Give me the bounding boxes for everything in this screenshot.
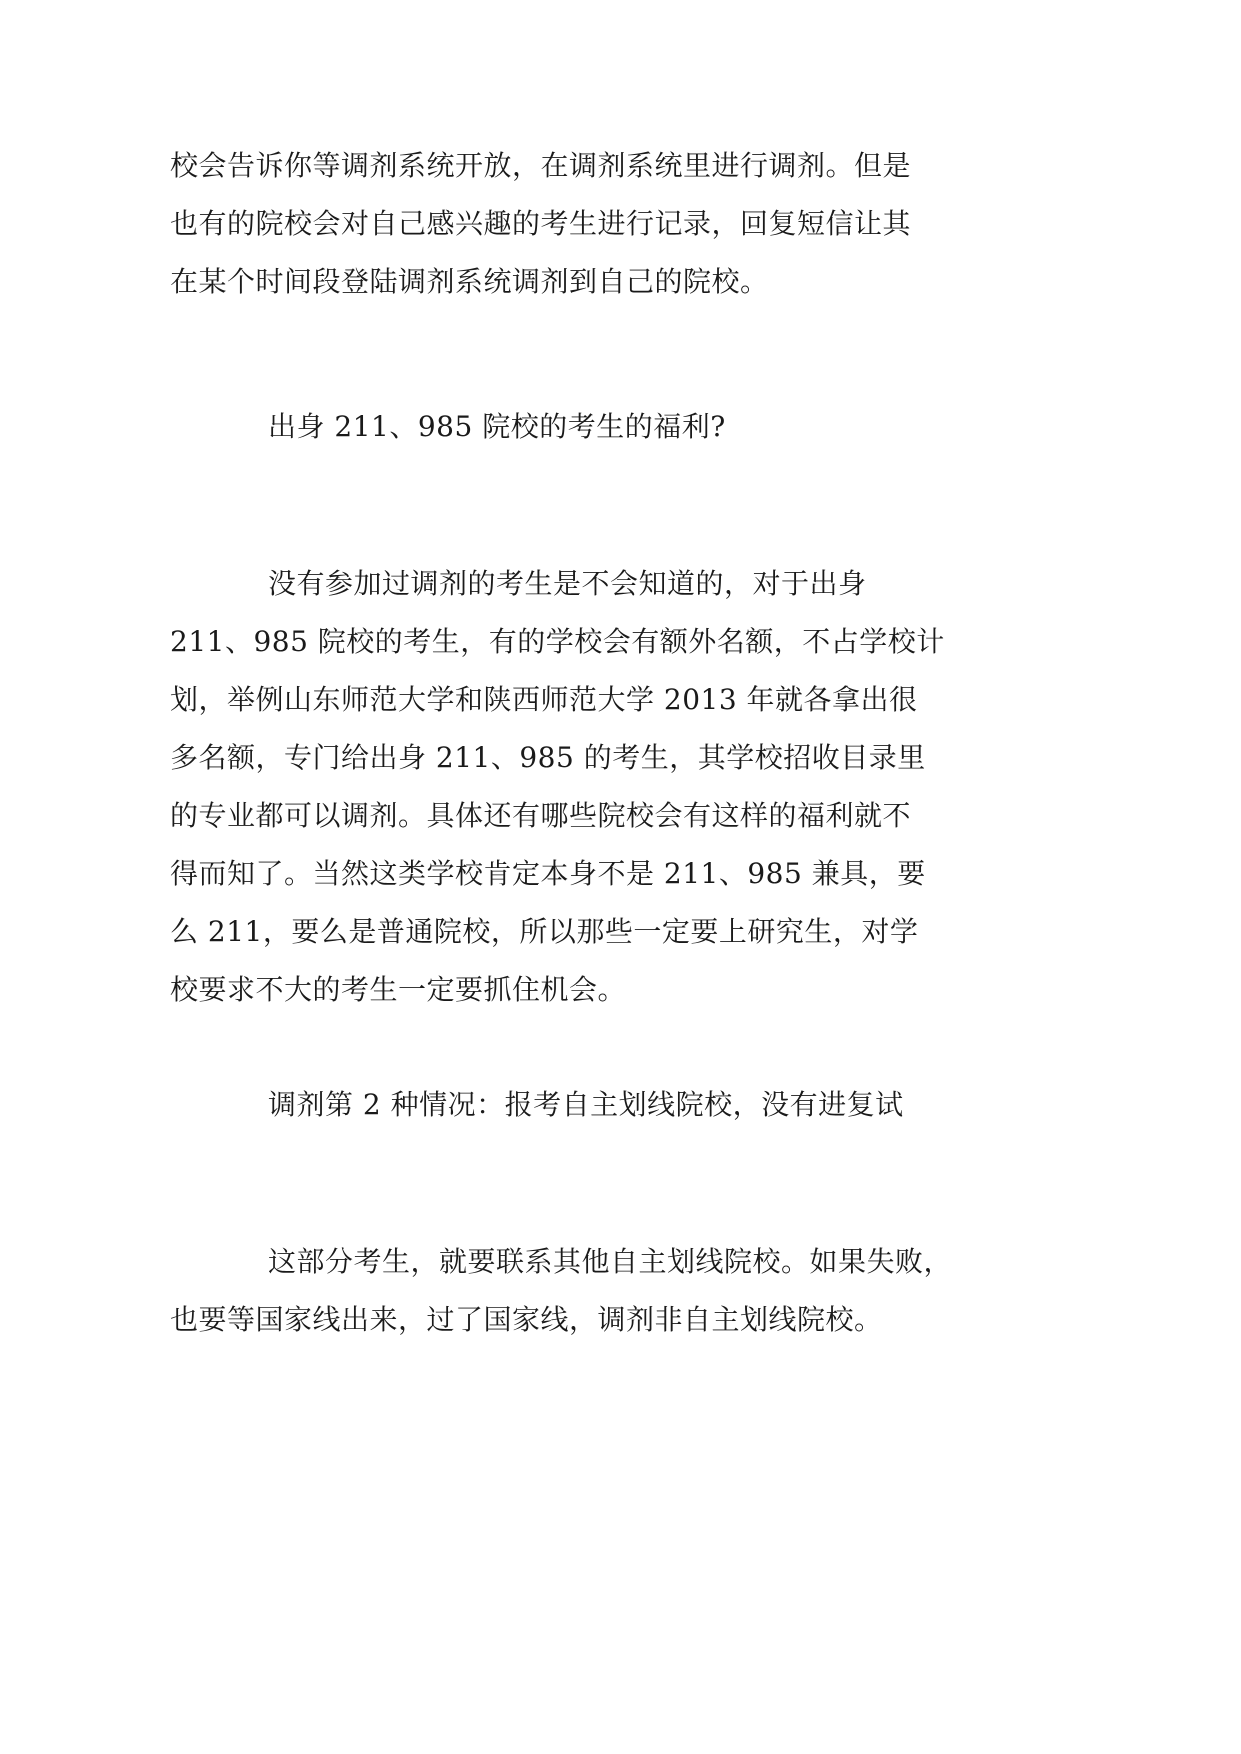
paragraph-line: 多名额，专门给出身 211、985 的考生，其学校招收目录里 (170, 741, 926, 774)
paragraph-1 (170, 137, 945, 311)
heading-text: 调剂第 2 种情况：报考自主划线院校，没有进复试 (268, 1088, 904, 1121)
section-heading-case-2 (170, 1076, 945, 1134)
paragraph-line: 也要等国家线出来，过了国家线，调剂非自主划线院校。 (170, 1303, 883, 1336)
paragraph-line: 这部分考生，就要联系其他自主划线院校。如果失败， (268, 1245, 953, 1278)
section-heading-benefits (170, 398, 945, 456)
paragraph-line: 校要求不大的考生一定要抓住机会。 (170, 973, 627, 1006)
paragraph-line: 也有的院校会对自己感兴趣的考生进行记录，回复短信让其 (170, 207, 912, 240)
paragraph-line: 得而知了。当然这类学校肯定本身不是 211、985 兼具，要 (170, 857, 926, 890)
paragraph-line: 没有参加过调剂的考生是不会知道的，对于出身 (268, 567, 867, 600)
paragraph-line: 的专业都可以调剂。具体还有哪些院校会有这样的福利就不 (170, 799, 912, 832)
paragraph-line: 211、985 院校的考生，有的学校会有额外名额，不占学校计 (170, 625, 945, 658)
heading-text: 出身 211、985 院校的考生的福利? (268, 410, 726, 443)
paragraph-line: 校会告诉你等调剂系统开放，在调剂系统里进行调剂。但是 (170, 149, 912, 182)
paragraph-line: 么 211，要么是普通院校，所以那些一定要上研究生，对学 (170, 915, 919, 948)
paragraph-line: 划，举例山东师范大学和陕西师范大学 2013 年就各拿出很 (170, 683, 918, 716)
paragraph-3 (170, 1233, 953, 1349)
paragraph-line: 在某个时间段登陆调剂系统调剂到自己的院校。 (170, 265, 769, 298)
paragraph-2 (170, 555, 945, 1019)
